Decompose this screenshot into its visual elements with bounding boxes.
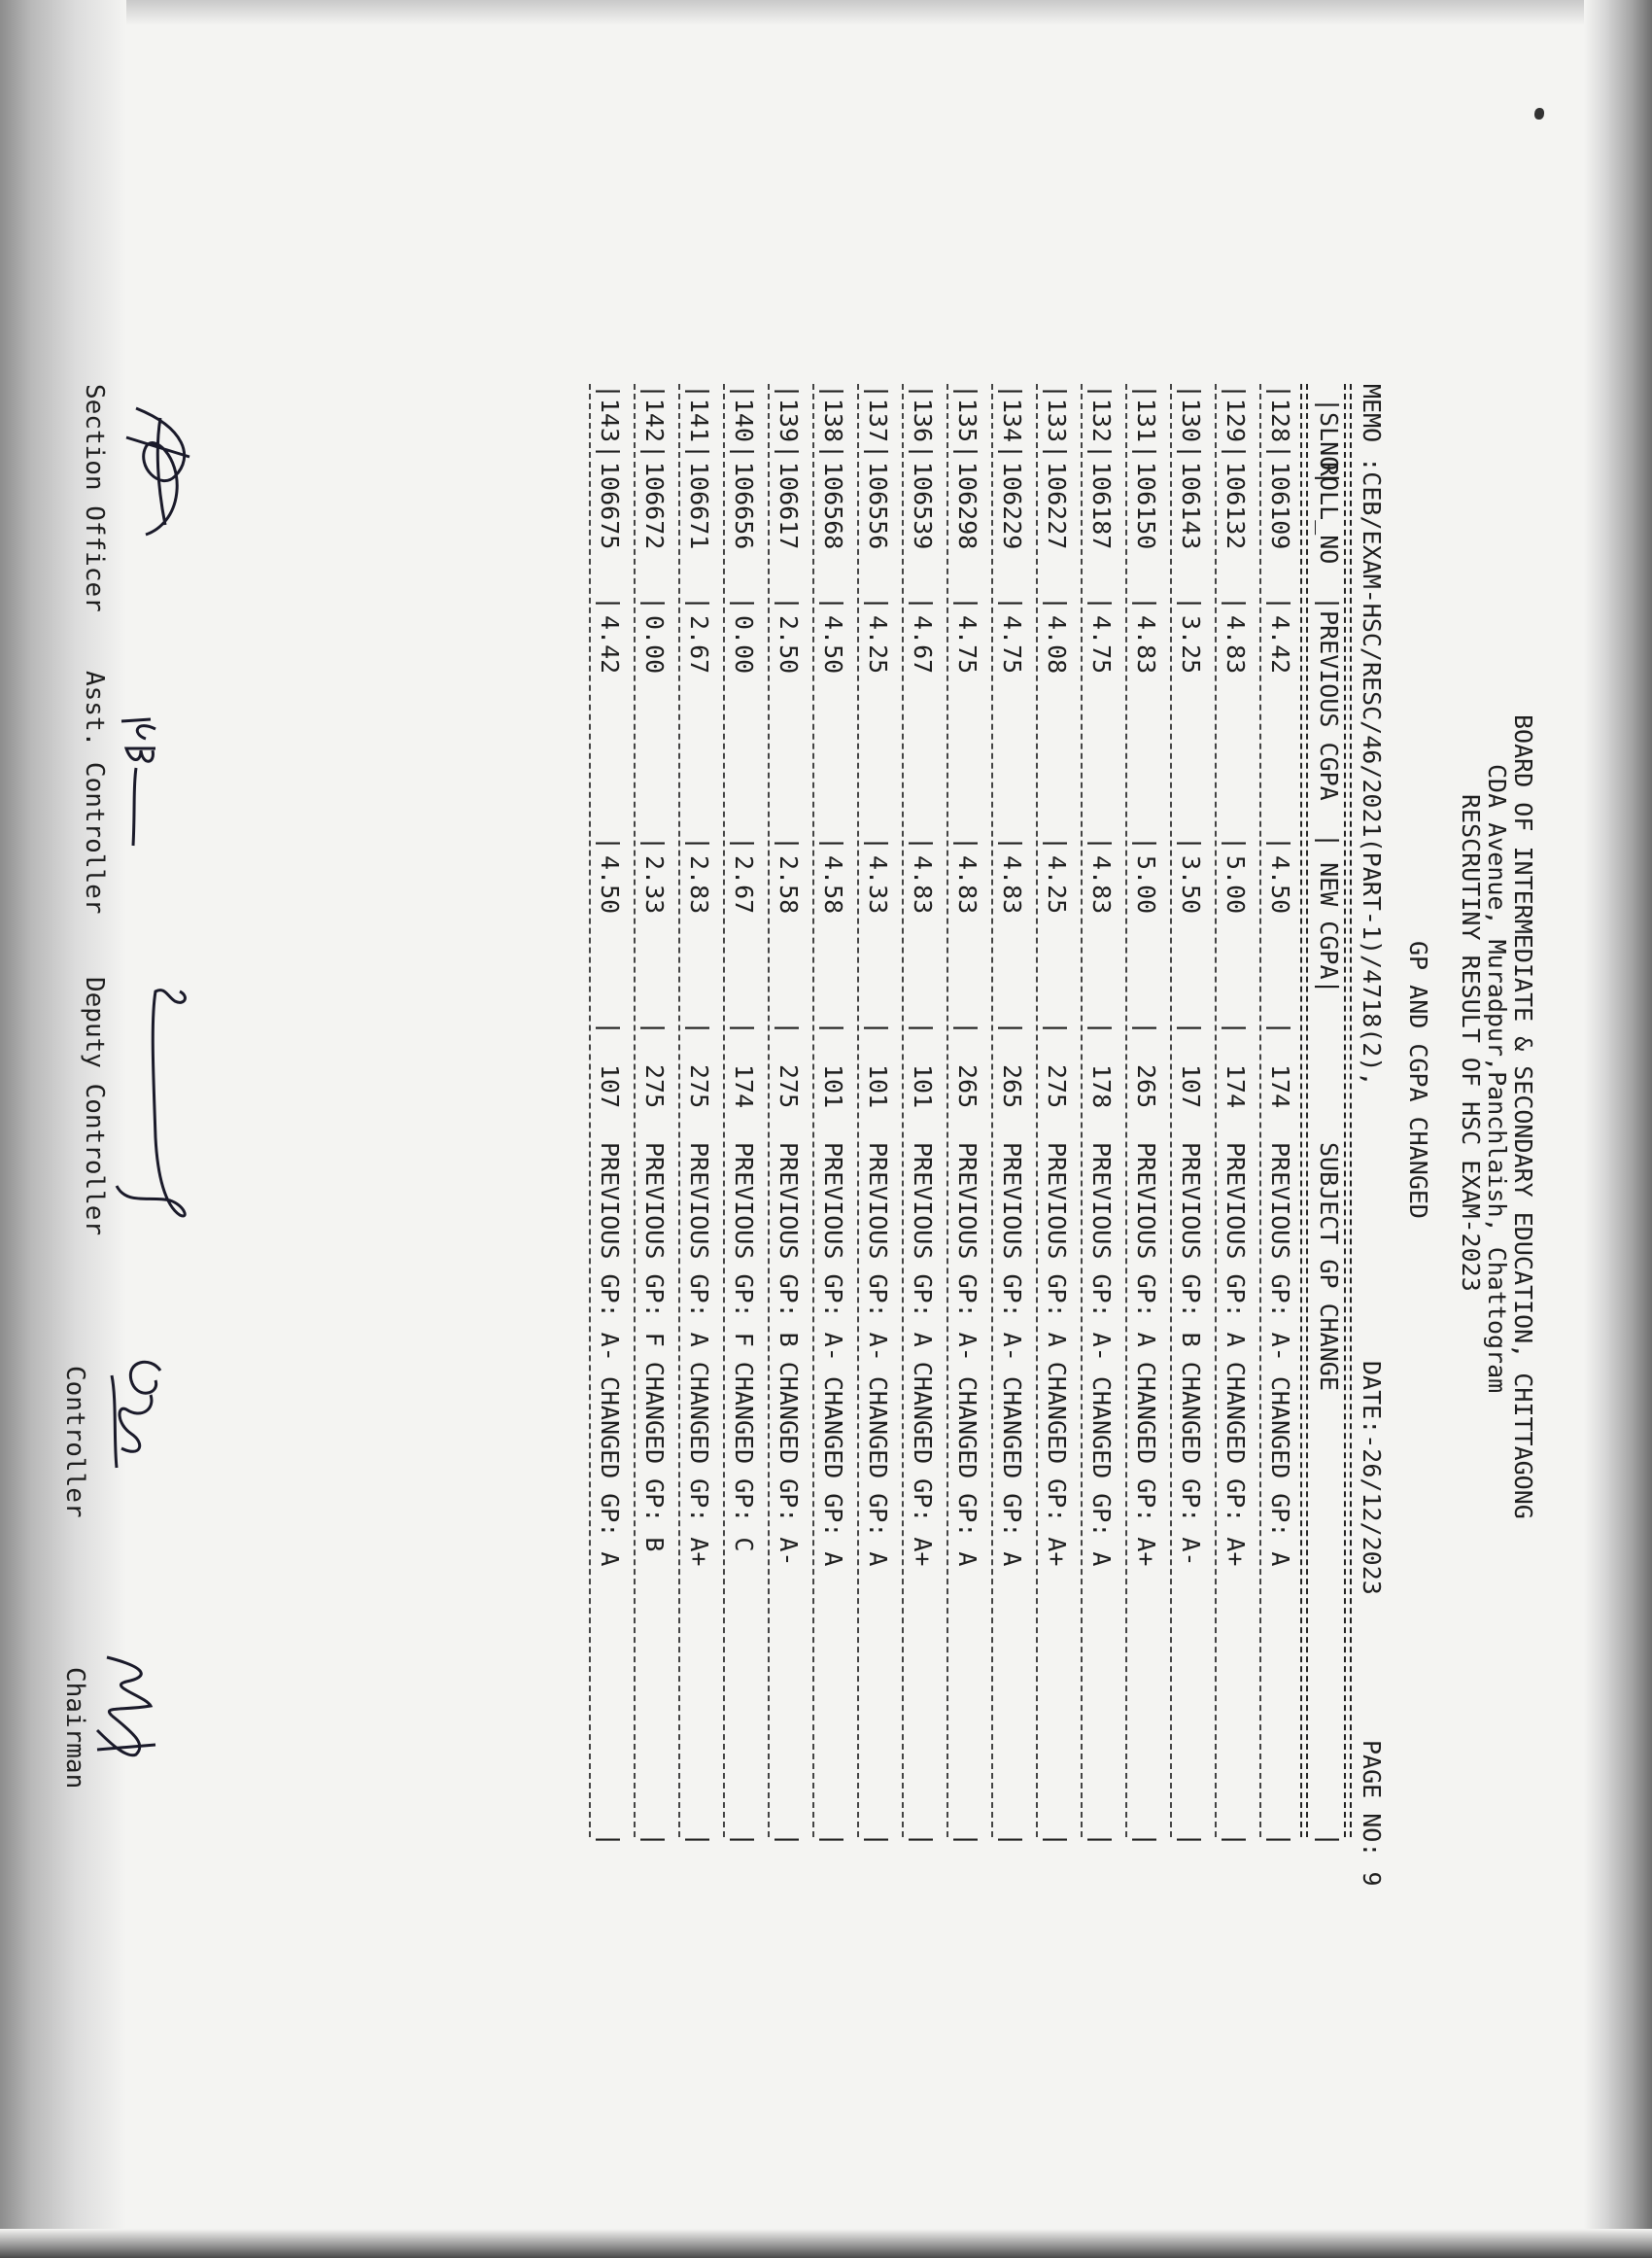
board-address: CDA Avenue, Muradpur,Panchlaish, Chattogram (1483, 764, 1511, 1394)
roll-no-cell: 106556 (864, 462, 892, 550)
roll-no-cell: 106617 (774, 462, 803, 550)
col-divider: | (640, 1021, 669, 1036)
col-divider: | (1222, 1832, 1250, 1848)
new-cgpa-cell: 2.83 (685, 855, 713, 915)
col-prev-cgpa-header: |PREVIOUS CGPA (1315, 596, 1343, 801)
section-officer-label: Section Officer (80, 384, 109, 612)
col-divider: | (1087, 596, 1116, 611)
col-divider: | (864, 596, 892, 611)
col-divider: | (685, 836, 713, 851)
col-divider: | (596, 1832, 624, 1848)
col-divider: | (1222, 1021, 1250, 1036)
memo-number: MEMO :CEB/EXAM-HSC/RESC/46/2021(PART-1)/4718(2), (1358, 384, 1386, 1087)
previous-cgpa-cell: 4.08 (1043, 615, 1071, 675)
col-divider: | (1266, 1832, 1294, 1848)
gp-change-cell: PREVIOUS GP: A CHANGED GP: A+ (1043, 1142, 1071, 1567)
table-row (818, 384, 847, 1848)
sl-no-cell: 142 (640, 398, 669, 442)
row-separator (946, 384, 948, 1837)
col-slno-header: |SLNO| (1315, 398, 1343, 486)
col-divider: | (1087, 1832, 1116, 1848)
memo-date: DATE:-26/12/2023 (1358, 1361, 1386, 1595)
gp-change-cell: PREVIOUS GP: A- CHANGED GP: A (1087, 1142, 1116, 1567)
subject-code-cell: 265 (998, 1064, 1026, 1109)
previous-cgpa-cell: 4.25 (864, 615, 892, 675)
table-row (1265, 384, 1294, 1848)
gp-change-cell: PREVIOUS GP: A- CHANGED GP: A (819, 1142, 847, 1567)
subject-code-cell: 101 (864, 1064, 892, 1109)
subject-code-cell: 275 (685, 1064, 713, 1109)
row-separator (634, 384, 636, 1837)
table-row (1042, 384, 1071, 1848)
col-divider: | (640, 596, 669, 611)
col-divider: | (1266, 384, 1294, 399)
sl-no-cell: 139 (774, 398, 803, 442)
new-cgpa-cell: 4.83 (953, 855, 981, 915)
table-row (639, 384, 669, 1848)
col-divider: | (953, 384, 981, 399)
col-divider: | (685, 1021, 713, 1036)
subject-code-cell: 174 (730, 1064, 758, 1109)
col-divider: | (909, 1832, 937, 1848)
col-divider: | (909, 444, 937, 460)
row-separator (1125, 384, 1127, 1837)
previous-cgpa-cell: 4.75 (1087, 615, 1116, 675)
col-divider: | (909, 836, 937, 851)
sl-no-cell: 131 (1132, 398, 1160, 442)
col-divider: | (1222, 596, 1250, 611)
header-top-rule (1344, 384, 1352, 1837)
subject-code-cell: 178 (1087, 1064, 1116, 1109)
col-divider: | (640, 444, 669, 460)
previous-cgpa-cell: 4.75 (998, 615, 1026, 675)
gp-change-cell: PREVIOUS GP: A- CHANGED GP: A (1266, 1142, 1294, 1567)
col-divider: | (596, 1021, 624, 1036)
col-divider: | (998, 444, 1026, 460)
previous-cgpa-cell: 4.67 (909, 615, 937, 675)
col-divider: | (640, 836, 669, 851)
col-divider: | (819, 1021, 847, 1036)
sl-no-cell: 132 (1087, 398, 1116, 442)
exam-title: RESCRUTINY RESULT OF HSC EXAM-2023 (1457, 794, 1485, 1292)
row-separator (589, 384, 591, 1837)
deputy-controller-signature (107, 982, 194, 1225)
page-number: PAGE NO: 9 (1358, 1740, 1386, 1887)
previous-cgpa-cell: 4.42 (1266, 615, 1294, 675)
col-divider: | (1043, 1021, 1071, 1036)
previous-cgpa-cell: 0.00 (730, 615, 758, 675)
col-divider: | (1043, 596, 1071, 611)
table-row (863, 384, 892, 1848)
roll-no-cell: 106672 (640, 462, 669, 550)
col-divider: | (1177, 836, 1205, 851)
gp-change-cell: PREVIOUS GP: B CHANGED GP: A- (1177, 1142, 1205, 1567)
col-divider: | (640, 1832, 669, 1848)
col-divider: | (774, 1021, 803, 1036)
chairman-label: Chairman (60, 1667, 89, 1789)
col-divider: | (1177, 596, 1205, 611)
deputy-controller-label: Deputy Controller (80, 977, 109, 1236)
subject-code-cell: 275 (640, 1064, 669, 1109)
roll-no-cell: 106227 (1043, 462, 1071, 550)
previous-cgpa-cell: 0.00 (640, 615, 669, 675)
col-divider: | (685, 384, 713, 399)
roll-no-cell: 106109 (1266, 462, 1294, 550)
gp-change-cell: PREVIOUS GP: F CHANGED GP: C (730, 1142, 758, 1552)
col-roll-header: ROLL_NO (1315, 462, 1343, 565)
col-divider: | (998, 596, 1026, 611)
table-row (684, 384, 713, 1848)
subject-code-cell: 265 (953, 1064, 981, 1109)
subject-code-cell: 107 (1177, 1064, 1205, 1109)
new-cgpa-cell: 4.83 (1087, 855, 1116, 915)
col-divider: | (1132, 596, 1160, 611)
col-divider: | (596, 384, 624, 399)
row-separator (902, 384, 904, 1837)
col-divider: | (1043, 444, 1071, 460)
col-divider: | (864, 1021, 892, 1036)
col-divider: | (1132, 836, 1160, 851)
gp-change-cell: PREVIOUS GP: A CHANGED GP: A+ (685, 1142, 713, 1567)
col-new-cgpa-header: | NEW CGPA| (1315, 833, 1343, 994)
new-cgpa-cell: 4.50 (1266, 855, 1294, 915)
row-separator (812, 384, 814, 1837)
col-subject-gp-header: SUBJECT GP CHANGE (1315, 1142, 1343, 1391)
col-divider: | (953, 596, 981, 611)
gp-change-cell: PREVIOUS GP: F CHANGED GP: B (640, 1142, 669, 1552)
sl-no-cell: 135 (953, 398, 981, 442)
col-divider: | (1266, 836, 1294, 851)
new-cgpa-cell: 5.00 (1132, 855, 1160, 915)
previous-cgpa-cell: 2.50 (774, 615, 803, 675)
report-subtitle: GP AND CGPA CHANGED (1404, 941, 1432, 1219)
sl-no-cell: 133 (1043, 398, 1071, 442)
col-divider: | (730, 596, 758, 611)
col-divider: | (1177, 384, 1205, 399)
col-divider: | (909, 384, 937, 399)
col-divider: | (774, 596, 803, 611)
section-officer-signature (117, 399, 204, 544)
roll-no-cell: 106132 (1222, 462, 1250, 550)
controller-label: Controller (60, 1366, 89, 1518)
new-cgpa-cell: 2.33 (640, 855, 669, 915)
col-divider: | (730, 384, 758, 399)
row-separator (768, 384, 770, 1837)
col-divider: | (819, 444, 847, 460)
subject-code-cell: 101 (819, 1064, 847, 1109)
row-separator (1259, 384, 1261, 1837)
table-row (1221, 384, 1250, 1848)
table-header (1314, 384, 1343, 1848)
roll-no-cell: 106656 (730, 462, 758, 550)
new-cgpa-cell: 2.67 (730, 855, 758, 915)
col-divider: | (1266, 1021, 1294, 1036)
chairman-signature (87, 1648, 165, 1774)
col-divider: | (596, 836, 624, 851)
previous-cgpa-cell: 4.75 (953, 615, 981, 675)
col-divider: | (1043, 384, 1071, 399)
col-divider: | (1043, 1832, 1071, 1848)
col-divider: | (819, 836, 847, 851)
col-divider: | (909, 596, 937, 611)
col-divider: | (819, 596, 847, 611)
previous-cgpa-cell: 4.83 (1222, 615, 1250, 675)
col-divider: | (1087, 1021, 1116, 1036)
col-divider: | (998, 1832, 1026, 1848)
new-cgpa-cell: 2.58 (774, 855, 803, 915)
col-divider: | (730, 1832, 758, 1848)
gp-change-cell: PREVIOUS GP: A- CHANGED GP: A (998, 1142, 1026, 1567)
new-cgpa-cell: 4.50 (596, 855, 624, 915)
subject-code-cell: 107 (596, 1064, 624, 1109)
previous-cgpa-cell: 4.50 (819, 615, 847, 675)
col-divider: | (1222, 384, 1250, 399)
sl-no-cell: 128 (1266, 398, 1294, 442)
roll-no-cell: 106568 (819, 462, 847, 550)
sl-no-cell: 143 (596, 398, 624, 442)
col-divider: | (864, 836, 892, 851)
board-title: BOARD OF INTERMEDIATE & SECONDARY EDUCATION, CHITTAGONG (1509, 714, 1537, 1519)
row-separator (991, 384, 993, 1837)
col-divider: | (909, 1021, 937, 1036)
col-divider: | (864, 384, 892, 399)
gp-change-cell: PREVIOUS GP: A- CHANGED GP: A (953, 1142, 981, 1567)
col-divider: | (1266, 444, 1294, 460)
roll-no-cell: 106143 (1177, 462, 1205, 550)
controller-signature (92, 1351, 170, 1477)
row-separator (1215, 384, 1217, 1837)
col-divider: | (998, 1021, 1026, 1036)
roll-no-cell: 106539 (909, 462, 937, 550)
new-cgpa-cell: 4.83 (998, 855, 1026, 915)
col-divider: | (1087, 384, 1116, 399)
gp-change-cell: PREVIOUS GP: A- CHANGED GP: A (864, 1142, 892, 1567)
row-separator (1170, 384, 1172, 1837)
col-divider: | (685, 444, 713, 460)
row-separator (723, 384, 725, 1837)
previous-cgpa-cell: 4.42 (596, 615, 624, 675)
subject-code-cell: 174 (1266, 1064, 1294, 1109)
roll-no-cell: 106675 (596, 462, 624, 550)
subject-code-cell: 275 (774, 1064, 803, 1109)
col-divider: | (1132, 444, 1160, 460)
roll-no-cell: 106229 (998, 462, 1026, 550)
col-divider: | (953, 444, 981, 460)
header-bottom-rule (1300, 384, 1308, 1837)
subject-code-cell: 174 (1222, 1064, 1250, 1109)
row-separator (1036, 384, 1038, 1837)
col-divider: | (1132, 384, 1160, 399)
col-divider: | (1222, 444, 1250, 460)
roll-no-cell: 106187 (1087, 462, 1116, 550)
col-divider: | (774, 384, 803, 399)
col-divider: | (819, 1832, 847, 1848)
row-separator (857, 384, 859, 1837)
subject-code-cell: 275 (1043, 1064, 1071, 1109)
table-row (729, 384, 758, 1848)
col-divider: | (1087, 444, 1116, 460)
table-row (774, 384, 803, 1848)
previous-cgpa-cell: 2.67 (685, 615, 713, 675)
col-divider: | (1043, 836, 1071, 851)
col-divider: | (819, 384, 847, 399)
col-divider: | (730, 836, 758, 851)
table-row (1176, 384, 1205, 1848)
col-divider: | (998, 384, 1026, 399)
table-row (1086, 384, 1116, 1848)
col-divider: | (1177, 444, 1205, 460)
col-divider: | (1177, 1021, 1205, 1036)
col-divider: | (953, 1832, 981, 1848)
gp-change-cell: PREVIOUS GP: A- CHANGED GP: A (596, 1142, 624, 1567)
new-cgpa-cell: 4.83 (909, 855, 937, 915)
col-divider: | (864, 1832, 892, 1848)
sl-no-cell: 141 (685, 398, 713, 442)
col-divider: | (685, 1832, 713, 1848)
col-divider: | (685, 596, 713, 611)
asst-controller-label: Asst. Controller (80, 671, 109, 915)
col-divider: | (1132, 1832, 1160, 1848)
subject-code-cell: 101 (909, 1064, 937, 1109)
roll-no-cell: 106671 (685, 462, 713, 550)
sl-no-cell: 136 (909, 398, 937, 442)
new-cgpa-cell: 4.25 (1043, 855, 1071, 915)
gp-change-cell: PREVIOUS GP: A CHANGED GP: A+ (1132, 1142, 1160, 1567)
col-divider: | (730, 444, 758, 460)
table-row (952, 384, 981, 1848)
col-divider: | (730, 1021, 758, 1036)
new-cgpa-cell: 4.58 (819, 855, 847, 915)
new-cgpa-cell: 3.50 (1177, 855, 1205, 915)
gp-change-cell: PREVIOUS GP: B CHANGED GP: A- (774, 1142, 803, 1567)
table-row (908, 384, 937, 1848)
asst-controller-signature (112, 710, 170, 855)
subject-code-cell: 265 (1132, 1064, 1160, 1109)
sl-no-cell: 138 (819, 398, 847, 442)
col-divider: | (1315, 1832, 1343, 1848)
sl-no-cell: 130 (1177, 398, 1205, 442)
sl-no-cell: 140 (730, 398, 758, 442)
col-divider: | (774, 836, 803, 851)
col-divider: | (1087, 836, 1116, 851)
row-separator (1081, 384, 1083, 1837)
col-divider: | (1222, 836, 1250, 851)
roll-no-cell: 106150 (1132, 462, 1160, 550)
col-divider: | (1266, 596, 1294, 611)
col-divider: | (864, 444, 892, 460)
roll-no-cell: 106298 (953, 462, 981, 550)
col-divider: | (596, 444, 624, 460)
col-divider: | (640, 384, 669, 399)
col-divider: | (1177, 1832, 1205, 1848)
sl-no-cell: 134 (998, 398, 1026, 442)
col-divider: | (774, 1832, 803, 1848)
col-divider: | (953, 1021, 981, 1036)
col-divider: | (998, 836, 1026, 851)
table-row (997, 384, 1026, 1848)
previous-cgpa-cell: 3.25 (1177, 615, 1205, 675)
new-cgpa-cell: 5.00 (1222, 855, 1250, 915)
new-cgpa-cell: 4.33 (864, 855, 892, 915)
sl-no-cell: 137 (864, 398, 892, 442)
col-divider: | (596, 596, 624, 611)
col-divider: | (1132, 1021, 1160, 1036)
table-row (1131, 384, 1160, 1848)
row-separator (678, 384, 680, 1837)
gp-change-cell: PREVIOUS GP: A CHANGED GP: A+ (909, 1142, 937, 1567)
col-divider: | (774, 444, 803, 460)
previous-cgpa-cell: 4.83 (1132, 615, 1160, 675)
gp-change-cell: PREVIOUS GP: A CHANGED GP: A+ (1222, 1142, 1250, 1567)
table-row (595, 384, 624, 1848)
sl-no-cell: 129 (1222, 398, 1250, 442)
col-divider: | (953, 836, 981, 851)
